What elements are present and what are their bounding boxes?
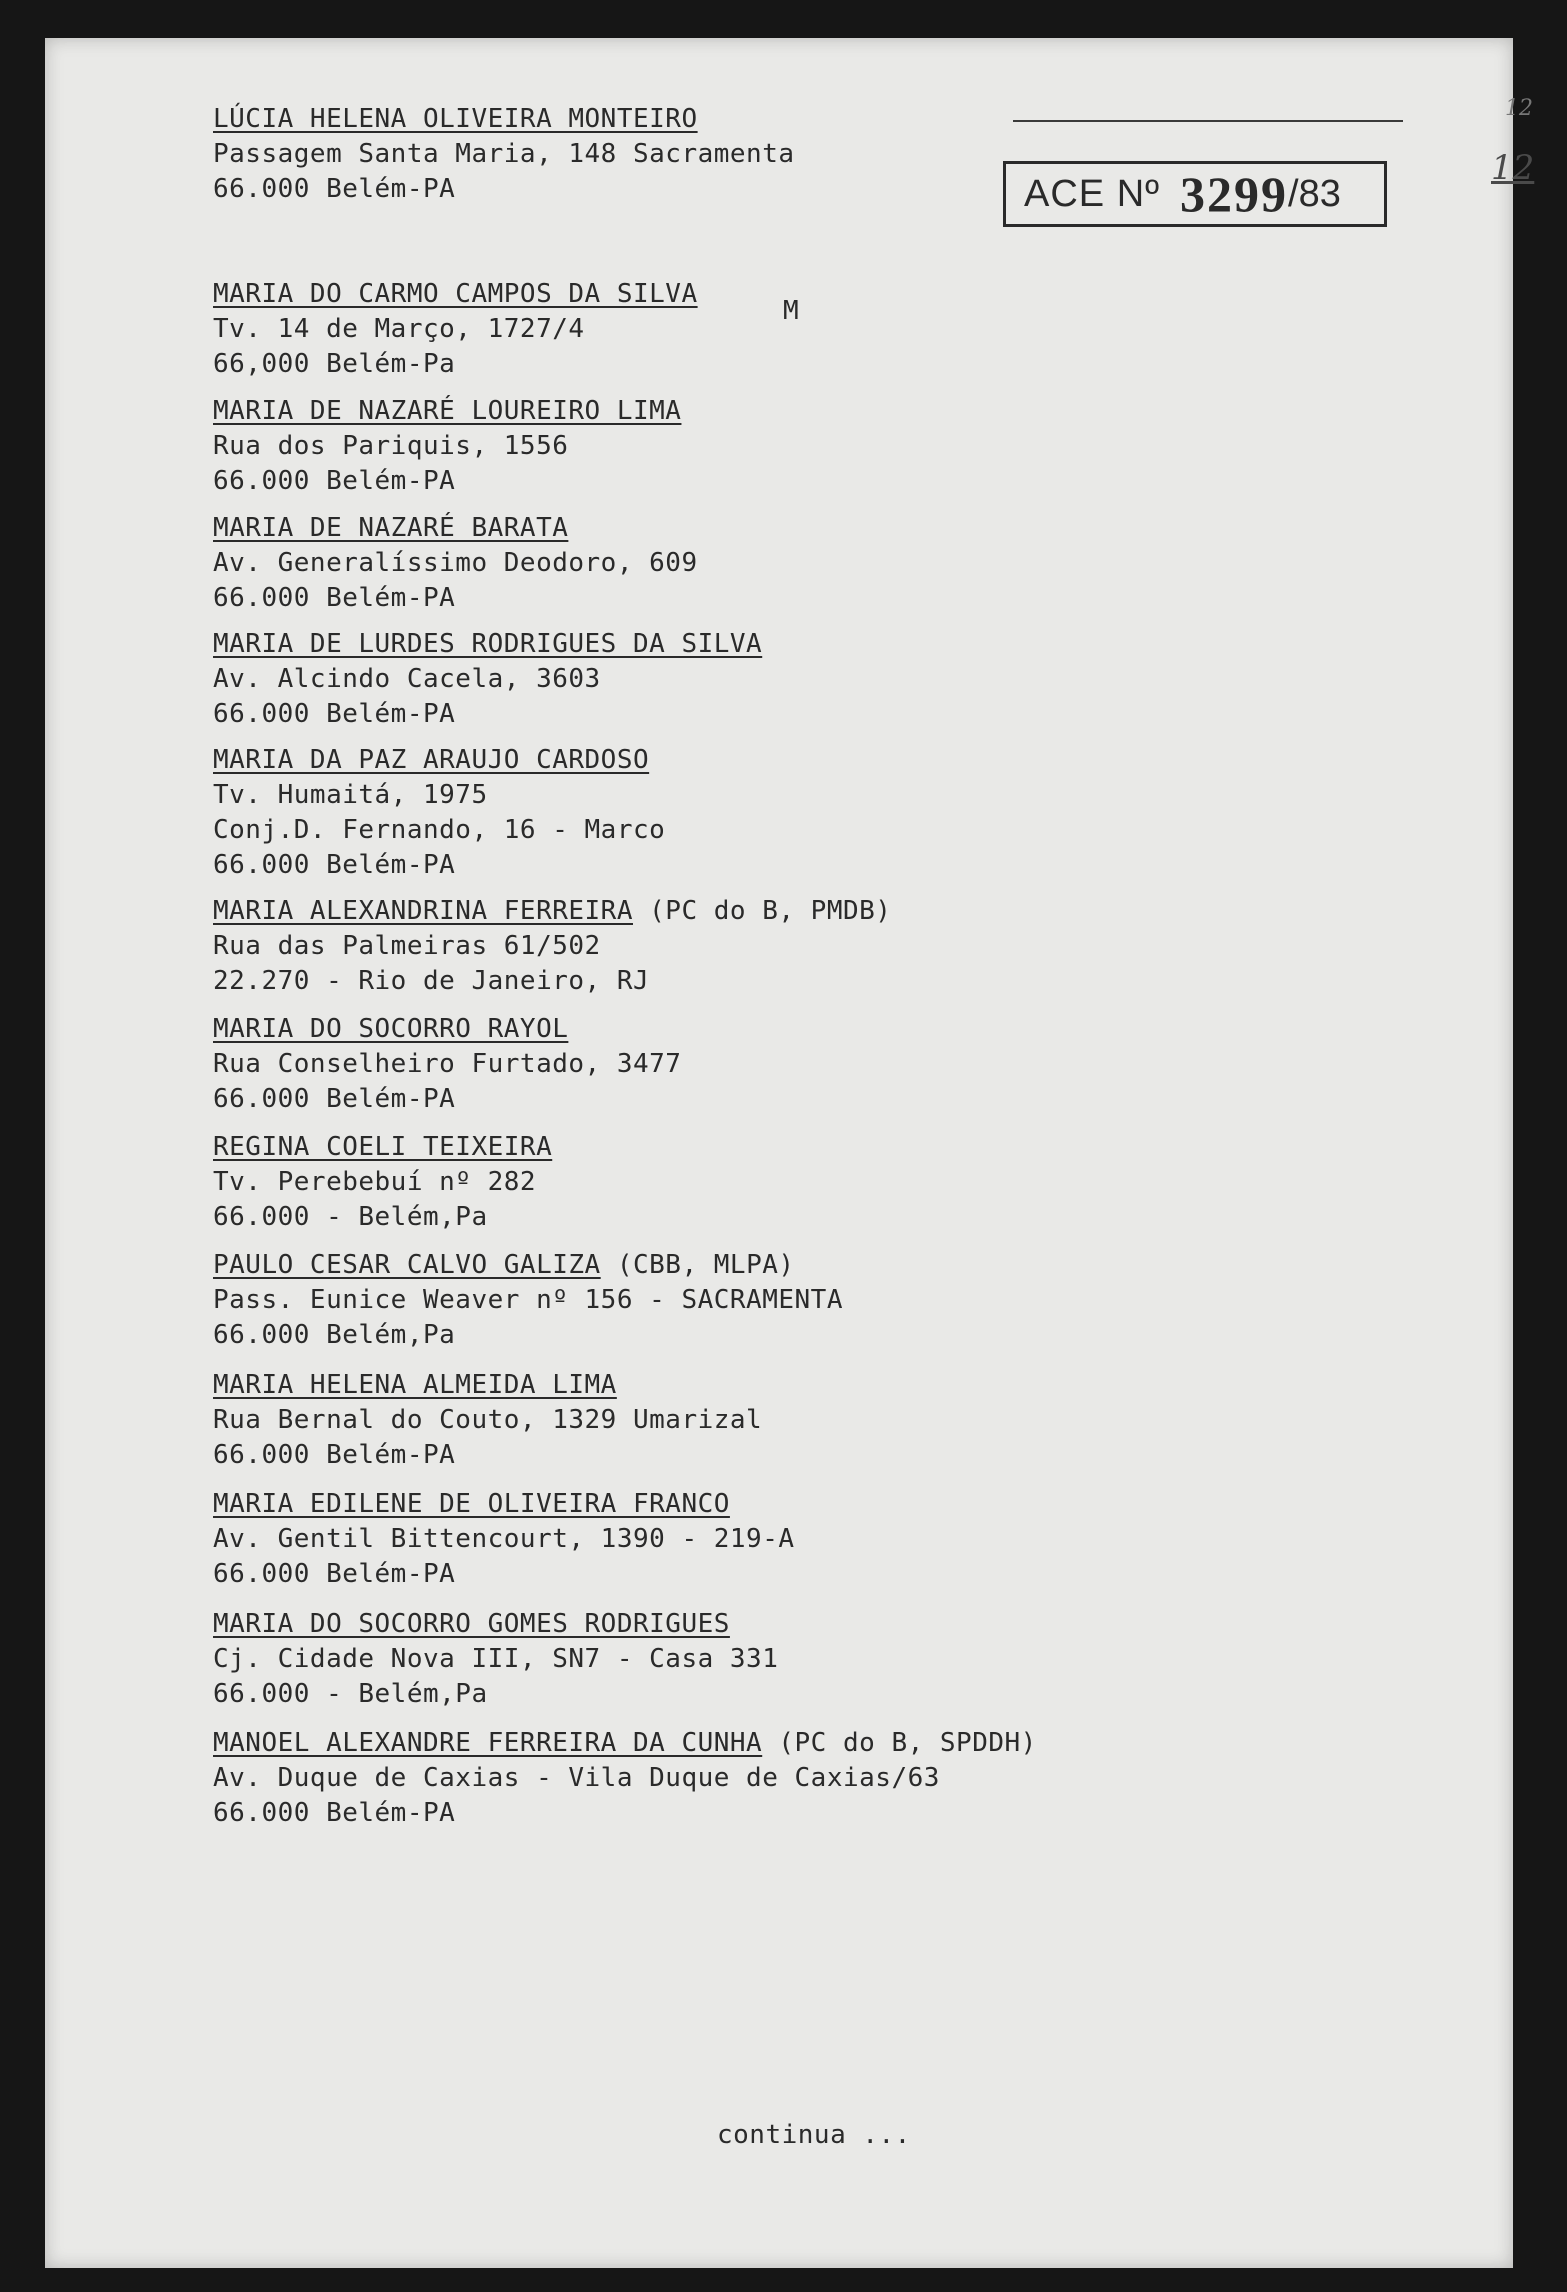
entry-address-line: 66.000 Belém-PA <box>213 583 456 613</box>
entry-name: MARIA HELENA ALMEIDA LIMA <box>213 1370 617 1400</box>
entry-name: REGINA COELI TEIXEIRA <box>213 1132 553 1162</box>
entry-address-line: Tv. Humaitá, 1975 <box>213 780 488 810</box>
entry-name: MARIA DE LURDES RODRIGUES DA SILVA <box>213 629 763 659</box>
entry-name: LÚCIA HELENA OLIVEIRA MONTEIRO <box>213 104 698 134</box>
continua-note: continua ... <box>717 2120 911 2150</box>
entry-name: MARIA DO SOCORRO GOMES RODRIGUES <box>213 1609 730 1639</box>
address-entry <box>213 1607 778 1712</box>
entry-heading <box>213 277 698 312</box>
address-entry <box>213 394 681 499</box>
entry-name: MARIA DE NAZARÉ BARATA <box>213 513 569 543</box>
entry-address-line: 66.000 Belém-PA <box>213 174 456 204</box>
entry-heading <box>213 1130 552 1165</box>
address-entry <box>213 1130 552 1235</box>
entry-heading <box>213 511 698 546</box>
entry-heading <box>213 627 762 662</box>
address-entry <box>213 1012 681 1117</box>
address-entry <box>213 1248 843 1353</box>
entry-name: MARIA DO SOCORRO RAYOL <box>213 1014 569 1044</box>
entry-address-line: Conj.D. Fernando, 16 - Marco <box>213 815 666 845</box>
entry-name: MARIA EDILENE DE OLIVEIRA FRANCO <box>213 1489 730 1519</box>
entry-address-line: 66.000 - Belém,Pa <box>213 1202 488 1232</box>
entry-address-line: 66.000 Belém-PA <box>213 699 456 729</box>
entry-address-line: 22.270 - Rio de Janeiro, RJ <box>213 966 650 996</box>
entry-affiliation: (CBB, MLPA) <box>600 1250 795 1280</box>
address-entry <box>213 894 891 999</box>
entry-heading <box>213 394 681 429</box>
entry-address-line: 66,000 Belém-Pa <box>213 349 456 379</box>
page-mark: 12 <box>1491 148 1535 188</box>
entry-heading <box>213 1607 778 1642</box>
address-entry <box>213 511 698 616</box>
entry-address-line: 66.000 Belém-PA <box>213 1084 456 1114</box>
entry-name: MARIA DO CARMO CAMPOS DA SILVA <box>213 279 698 309</box>
entry-address-line: 66.000 Belém-PA <box>213 466 456 496</box>
address-entry <box>213 743 665 883</box>
address-entry <box>213 1368 762 1473</box>
entry-address-line: Cj. Cidade Nova III, SN7 - Casa 331 <box>213 1644 779 1674</box>
address-entry <box>213 277 698 382</box>
stamp-label: ACE Nº <box>1024 172 1161 215</box>
entry-address-line: 66.000 Belém,Pa <box>213 1320 456 1350</box>
section-letter: M <box>783 296 799 326</box>
entry-address-line: Av. Gentil Bittencourt, 1390 - 219-A <box>213 1524 795 1554</box>
entry-address-line: 66.000 Belém-PA <box>213 1440 456 1470</box>
address-entry <box>213 1726 1037 1831</box>
entry-name: PAULO CESAR CALVO GALIZA <box>213 1250 601 1280</box>
address-entry <box>213 627 762 732</box>
entry-heading <box>213 1248 843 1283</box>
entry-address-line: Av. Duque de Caxias - Vila Duque de Caxias/63 <box>213 1763 940 1793</box>
entry-address-line: Rua dos Pariquis, 1556 <box>213 431 569 461</box>
entry-name: MARIA DE NAZARÉ LOUREIRO LIMA <box>213 396 682 426</box>
ace-stamp <box>1003 161 1387 227</box>
entry-heading <box>213 1368 762 1403</box>
entry-address-line: Rua Bernal do Couto, 1329 Umarizal <box>213 1405 763 1435</box>
entry-name: MANOEL ALEXANDRE FERREIRA DA CUNHA <box>213 1728 763 1758</box>
entry-address-line: 66.000 Belém-PA <box>213 850 456 880</box>
entry-address-line: Av. Alcindo Cacela, 3603 <box>213 664 601 694</box>
entry-address-line: 66.000 Belém-PA <box>213 1559 456 1589</box>
entry-address-line: Av. Generalíssimo Deodoro, 609 <box>213 548 698 578</box>
entry-heading <box>213 743 665 778</box>
entry-name: MARIA ALEXANDRINA FERREIRA <box>213 896 633 926</box>
top-rule <box>1013 120 1403 122</box>
entry-address-line: Tv. Perebebuí nº 282 <box>213 1167 537 1197</box>
entry-heading <box>213 102 795 137</box>
address-entry <box>213 102 795 207</box>
entry-name: MARIA DA PAZ ARAUJO CARDOSO <box>213 745 650 775</box>
entry-address-line: Tv. 14 de Março, 1727/4 <box>213 314 585 344</box>
page-mark-small: 12 <box>1505 96 1533 121</box>
entry-address-line: Rua das Palmeiras 61/502 <box>213 931 601 961</box>
entry-address-line: Pass. Eunice Weaver nº 156 - SACRAMENTA <box>213 1285 843 1315</box>
address-entry <box>213 1487 795 1592</box>
entry-heading <box>213 1487 795 1522</box>
entry-heading <box>213 894 891 929</box>
entry-address-line: 66.000 Belém-PA <box>213 1798 456 1828</box>
entry-affiliation: (PC do B, SPDDH) <box>762 1728 1037 1758</box>
stamp-year: /83 <box>1288 172 1341 215</box>
entry-affiliation: (PC do B, PMDB) <box>633 896 892 926</box>
entry-heading <box>213 1012 681 1047</box>
entry-heading <box>213 1726 1037 1761</box>
document-page <box>45 38 1535 2268</box>
stamp-number: 3299 <box>1180 166 1289 222</box>
entry-address-line: 66.000 - Belém,Pa <box>213 1679 488 1709</box>
entry-address-line: Rua Conselheiro Furtado, 3477 <box>213 1049 682 1079</box>
entry-address-line: Passagem Santa Maria, 148 Sacramenta <box>213 139 795 169</box>
